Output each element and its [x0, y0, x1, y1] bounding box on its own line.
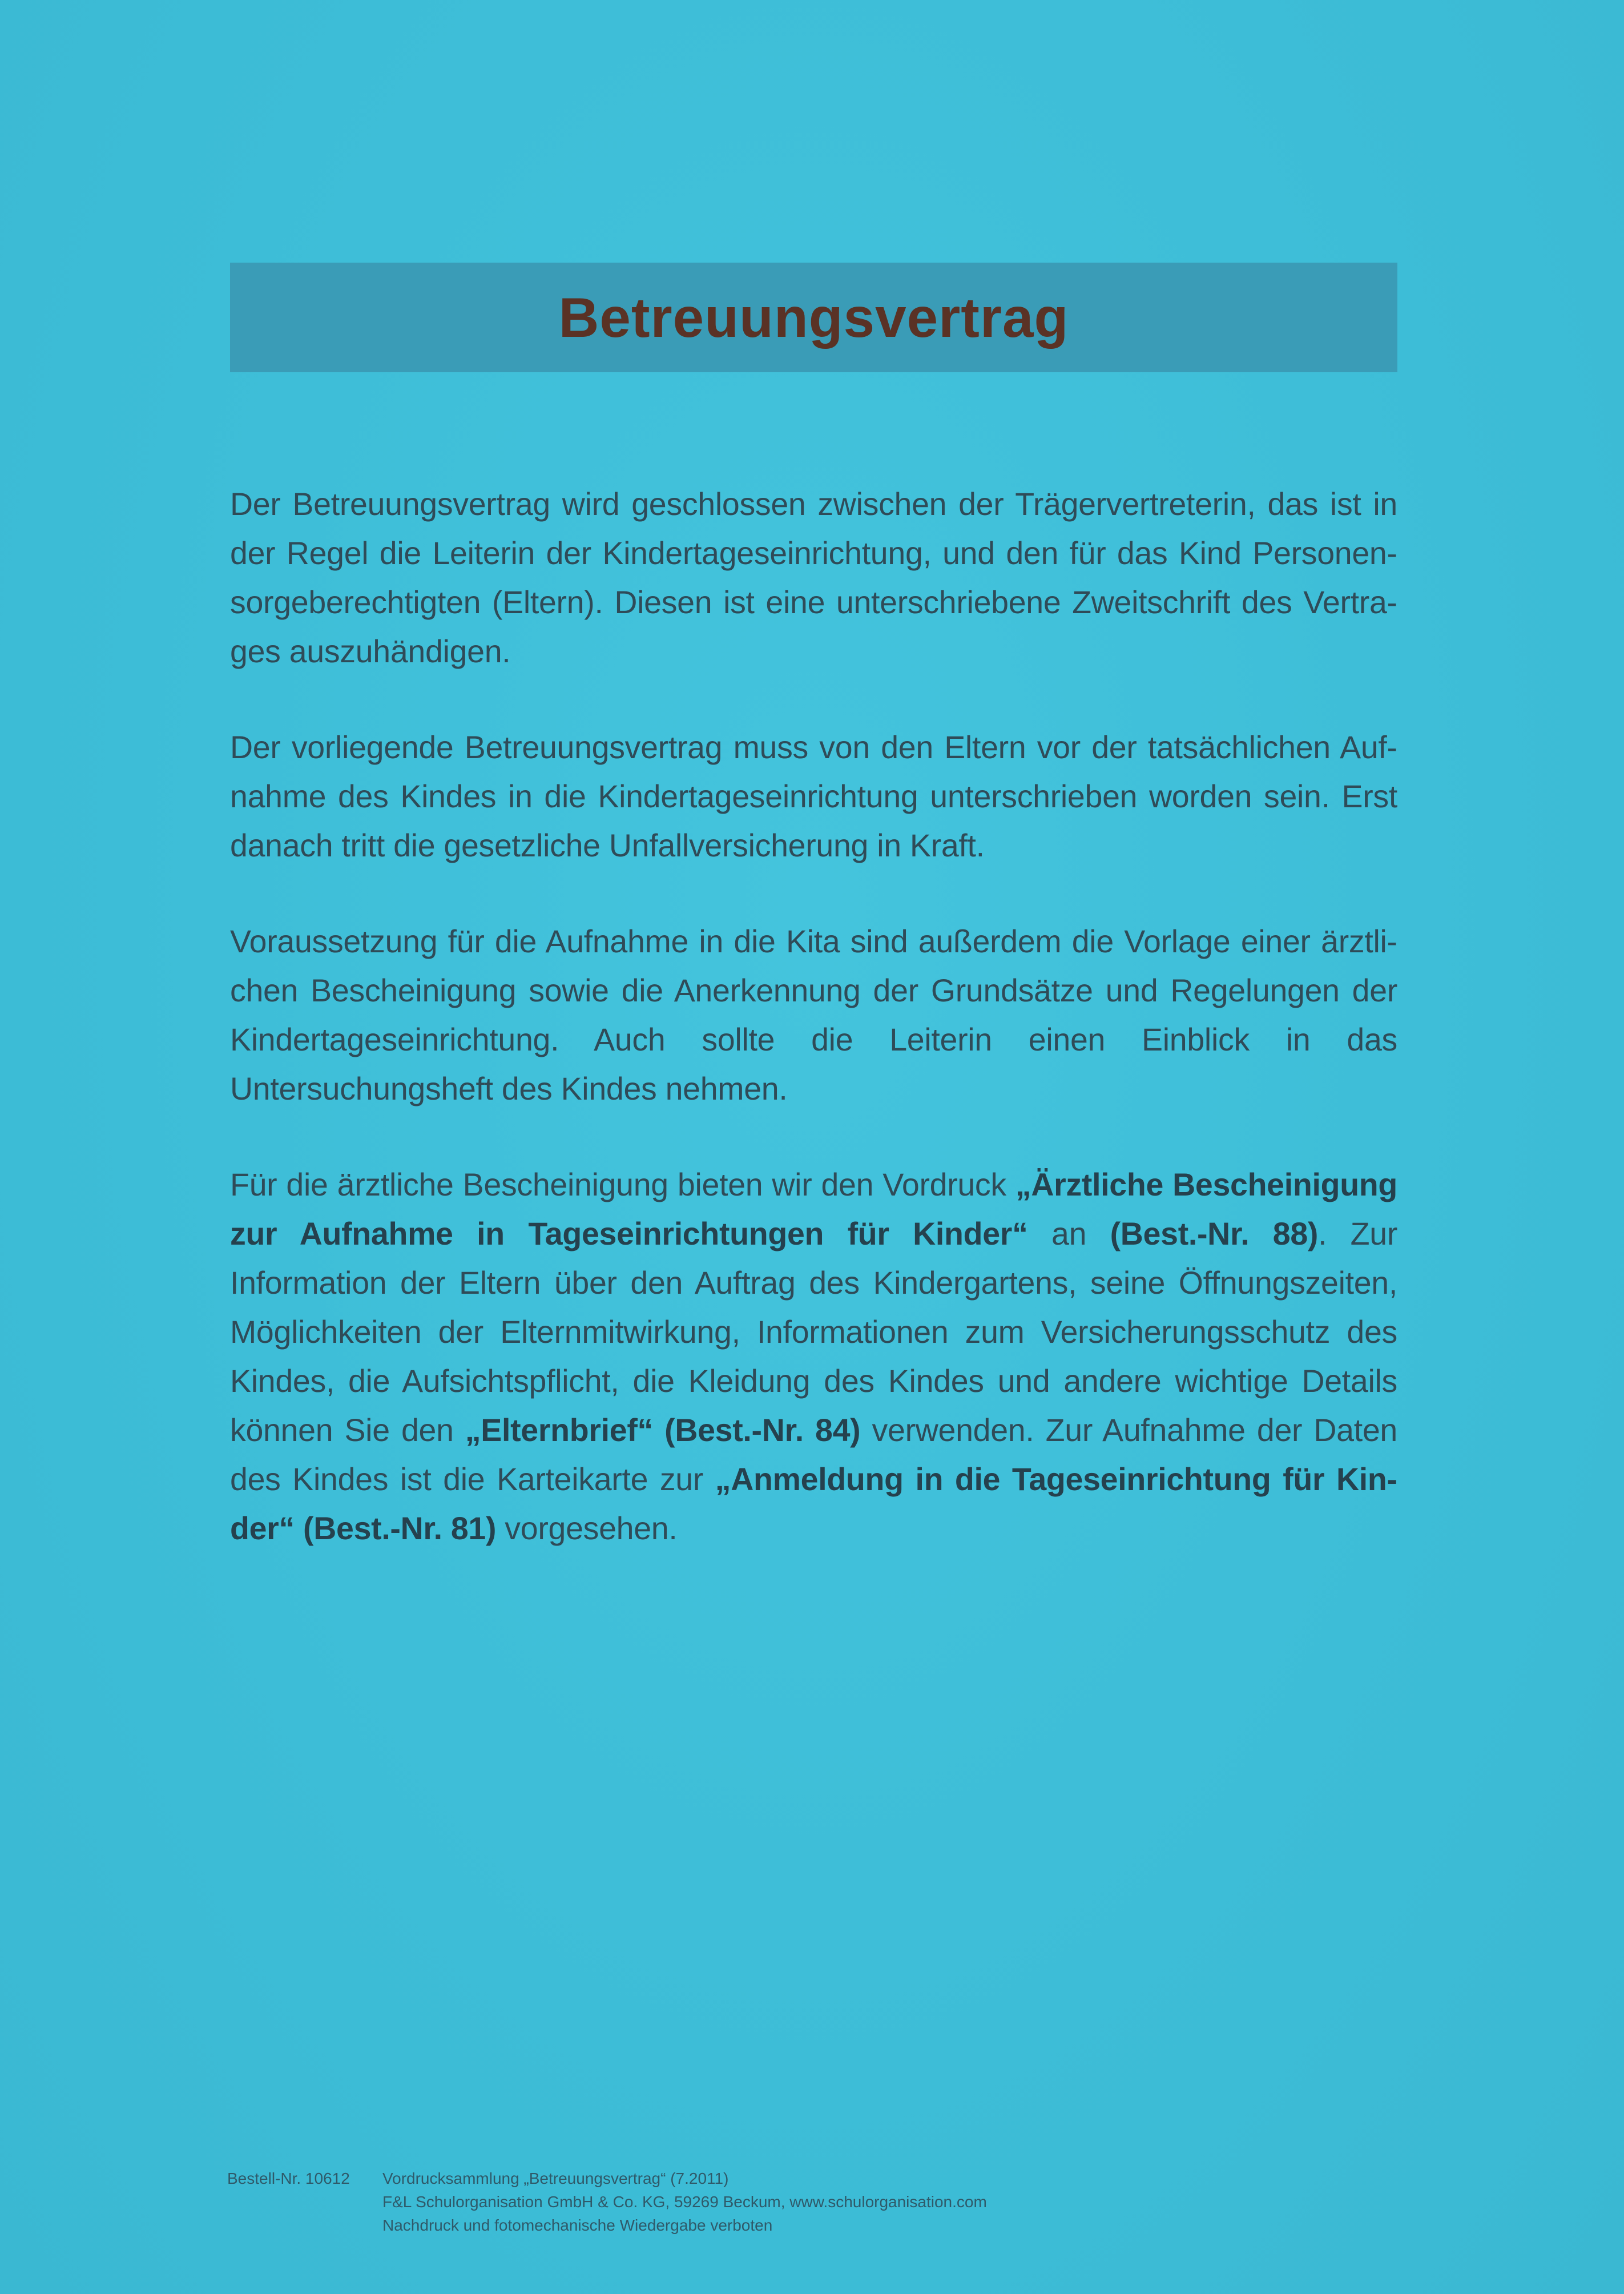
body-text — [230, 480, 1397, 1600]
text-segment: verwenden. Zur Aufnahme der Daten des Kindes ist die Karteikarte zur — [230, 1412, 1397, 1497]
footer-publisher: F&L Schulorganisation GmbH & Co. KG, 59269 Beckum, www.schulorganisation.com — [382, 2193, 987, 2211]
text-segment: an — [1027, 1216, 1110, 1251]
footer-order-number: Bestell-Nr. 10612 — [227, 2170, 350, 2187]
form-reference-elternbrief: „Elternbrief“ (Best.-Nr. 84) — [465, 1412, 861, 1448]
text-segment: Für die ärztliche Bescheinigung bieten wir den Vordruck — [230, 1167, 1015, 1202]
footer-copyright: Nachdruck und fotomechanische Wiedergabe verboten — [382, 2216, 773, 2234]
text-segment: vorgesehen. — [496, 1511, 678, 1546]
page-title: Betreuungsvertrag — [558, 285, 1069, 349]
form-reference-anmeldung: „Anmeldung in die Tageseinrichtung für Kinder“ (Best.-Nr. 81) — [230, 1462, 1397, 1546]
paragraph-signature-requirement: Der vorliegende Betreuungsvertrag muss von den Eltern vor der tatsächlichen Aufnahme des Kindes in die Kindertageseinrichtung unterschrieben worden sein. Erst danach tritt die gesetzliche Unfallversicherung in Kraft. — [230, 730, 1397, 863]
text-segment: . Zur Information der Eltern über den Auftrag des Kindergartens, seine Öffnungszeiten, Möglichkeiten der Elternmitwirkung, Informationen zum Versicherungsschutz des Kindes, die Aufsichtspflicht, die Kleidung des Kindes und andere wichtige Details können Sie den — [230, 1216, 1398, 1448]
footer-lines — [382, 2167, 1353, 2237]
order-number-88: (Best.-Nr. 88) — [1110, 1216, 1319, 1251]
title-banner — [230, 263, 1397, 372]
paragraph-contract-parties: Der Betreuungsvertrag wird geschlossen zwischen der Trägervertreterin, das ist in der Regel die Leiterin der Kindertageseinrichtung, und den für das Kind Personensorgeberechtigten (Eltern). Diesen ist eine unterschriebene Zweitschrift des Vertrages auszuhändigen. — [230, 486, 1397, 669]
paragraph-admission-prerequisites: Voraussetzung für die Aufnahme in die Kita sind außerdem die Vorlage einer ärztlichen Bescheinigung sowie die Anerkennung der Grundsätze und Regelungen der Kindertageseinrichtung. Auch sollte die Leiterin einen Einblick in das Untersuchungsheft des Kindes nehmen. — [230, 924, 1397, 1106]
paragraph-related-forms — [230, 1160, 1397, 1553]
footer-collection-title: Vordrucksammlung „Betreuungsvertrag“ (7.2011) — [382, 2170, 729, 2187]
form-reference-aerztliche-bescheinigung: „Ärztliche Bescheinigung zur Aufnahme in Tageseinrichtungen für Kinder“ — [230, 1167, 1397, 1251]
